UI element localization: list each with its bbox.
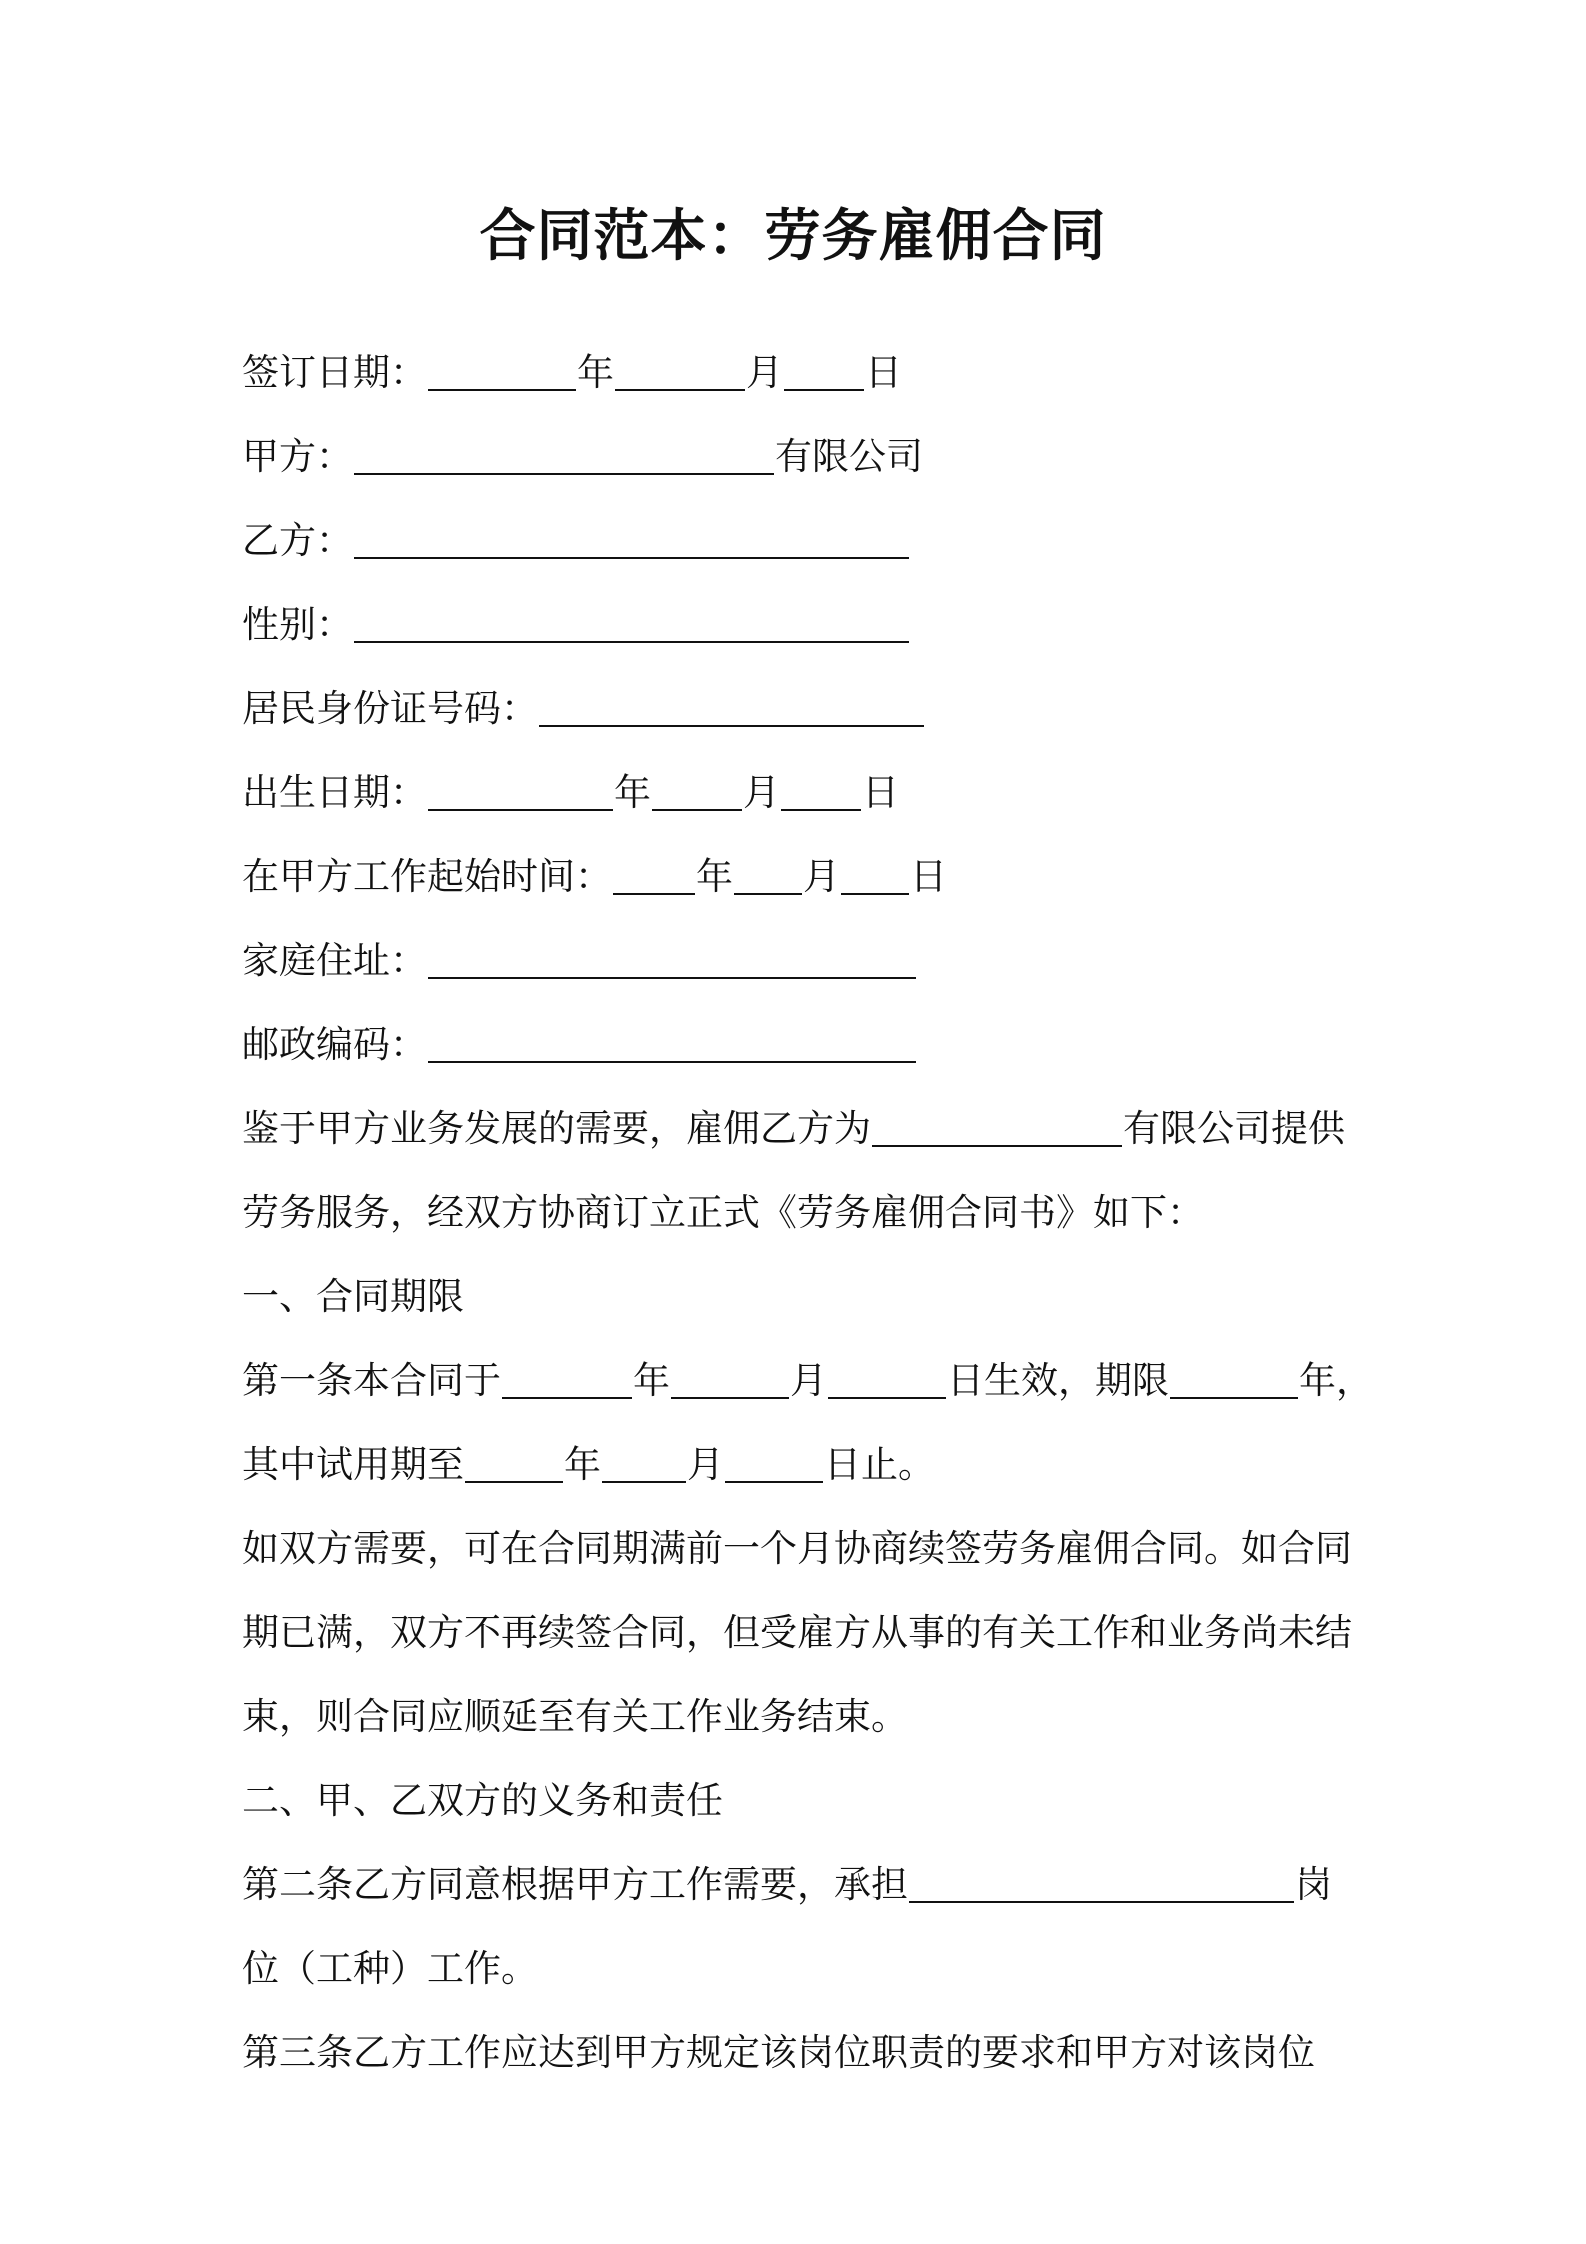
text: 位（工种）工作。 (242, 1947, 538, 1990)
blank-day[interactable] (784, 349, 864, 391)
text: 居民身份证号码： (242, 687, 538, 730)
blank-year[interactable] (502, 1357, 632, 1399)
line-party-b (242, 499, 1382, 583)
blank-company[interactable] (872, 1105, 1122, 1147)
paragraph-line (242, 2011, 1382, 2095)
blank-day[interactable] (841, 853, 909, 895)
section-heading-duties (242, 1759, 1382, 1843)
blank-party-b[interactable] (354, 517, 909, 559)
text: 月 (743, 771, 780, 814)
text: 签订日期： (242, 351, 427, 394)
paragraph-line (242, 1927, 1382, 2011)
line-probation (242, 1423, 1382, 1507)
text: 月 (687, 1443, 724, 1486)
text: 月 (746, 351, 783, 394)
blank-month[interactable] (615, 349, 745, 391)
blank-day[interactable] (828, 1357, 946, 1399)
text: 有限公司提供 (1123, 1107, 1345, 1150)
line-postal-code (242, 1003, 1382, 1087)
blank-id-number[interactable] (539, 685, 924, 727)
line-start-date (242, 835, 1382, 919)
text: 乙方： (242, 519, 353, 562)
line-id-number (242, 667, 1382, 751)
blank-day[interactable] (725, 1441, 823, 1483)
line-birth-date (242, 751, 1382, 835)
text: 第二条乙方同意根据甲方工作需要，承担 (242, 1863, 908, 1906)
blank-year[interactable] (465, 1441, 563, 1483)
text: 邮政编码： (242, 1023, 427, 1066)
blank-month[interactable] (652, 769, 742, 811)
text: 劳务服务，经双方协商订立正式《劳务雇佣合同书》如下： (242, 1191, 1204, 1234)
blank-home-address[interactable] (428, 937, 916, 979)
text: 日 (862, 771, 899, 814)
line-signing-date (242, 331, 1382, 415)
section-heading-term (242, 1255, 1382, 1339)
blank-party-a[interactable] (354, 433, 774, 475)
text: 家庭住址： (242, 939, 427, 982)
text: 性别： (242, 603, 353, 646)
line-home-address (242, 919, 1382, 1003)
text: 二、甲、乙双方的义务和责任 (242, 1779, 723, 1822)
text: 在甲方工作起始时间： (242, 855, 612, 898)
text: 年 (564, 1443, 601, 1486)
line-article-1 (242, 1339, 1382, 1423)
blank-month[interactable] (671, 1357, 789, 1399)
blank-month[interactable] (734, 853, 802, 895)
line-party-a (242, 415, 1382, 499)
line-article-2 (242, 1843, 1382, 1927)
text: 月 (790, 1359, 827, 1402)
blank-day[interactable] (781, 769, 861, 811)
blank-year[interactable] (613, 853, 695, 895)
text: 日 (865, 351, 902, 394)
line-preamble-1 (242, 1087, 1382, 1171)
blank-gender[interactable] (354, 601, 909, 643)
text: 年 (614, 771, 651, 814)
text: 第一条本合同于 (242, 1359, 501, 1402)
blank-position[interactable] (909, 1861, 1294, 1903)
text: 年 (577, 351, 614, 394)
text: 第三条乙方工作应达到甲方规定该岗位职责的要求和甲方对该岗位 (242, 2031, 1315, 2074)
blank-month[interactable] (602, 1441, 686, 1483)
text: 其中试用期至 (242, 1443, 464, 1486)
text: 鉴于甲方业务发展的需要，雇佣乙方为 (242, 1107, 871, 1150)
text: 期已满，双方不再续签合同，但受雇方从事的有关工作和业务尚未结 (242, 1611, 1352, 1654)
text: 年 (696, 855, 733, 898)
text: 年 (633, 1359, 670, 1402)
paragraph-line (242, 1507, 1382, 1591)
blank-year[interactable] (428, 769, 613, 811)
line-preamble-2 (242, 1171, 1382, 1255)
text: 有限公司 (775, 435, 923, 478)
blank-postal-code[interactable] (428, 1021, 916, 1063)
text: 月 (803, 855, 840, 898)
blank-term-years[interactable] (1170, 1357, 1298, 1399)
text: 束，则合同应顺延至有关工作业务结束。 (242, 1695, 908, 1738)
text: 日 (910, 855, 947, 898)
blank-year[interactable] (428, 349, 576, 391)
text: 日止。 (824, 1443, 935, 1486)
line-gender (242, 583, 1382, 667)
text: 甲方： (242, 435, 353, 478)
text: 一、合同期限 (242, 1275, 464, 1318)
text: 岗 (1295, 1863, 1332, 1906)
text: 出生日期： (242, 771, 427, 814)
text: 年， (1299, 1359, 1373, 1402)
text: 如双方需要，可在合同期满前一个月协商续签劳务雇佣合同。如合同 (242, 1527, 1352, 1570)
text: 日生效，期限 (947, 1359, 1169, 1402)
document-title: 合同范本：劳务雇佣合同 (479, 204, 1107, 269)
paragraph-line (242, 1591, 1382, 1675)
document-body (242, 331, 1382, 2095)
paragraph-line (242, 1675, 1382, 1759)
